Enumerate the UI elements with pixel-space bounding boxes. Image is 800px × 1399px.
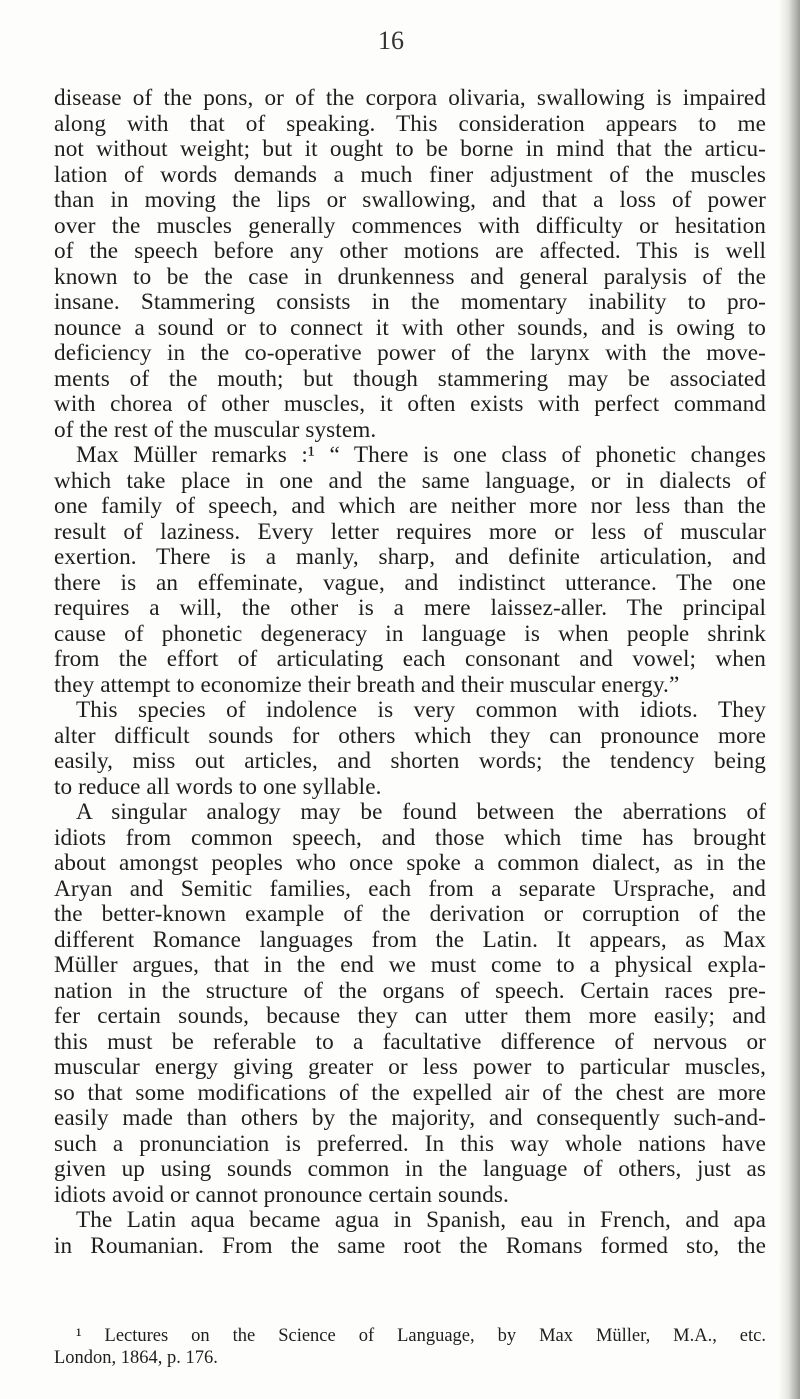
text-line: disease of the pons, or of the corpora olivaria, swallowing is impaired <box>54 85 766 111</box>
text-line: of the speech before any other motions are affected. This is well <box>54 238 766 264</box>
text-line: This species of indolence is very common with idiots. They <box>76 697 766 723</box>
text-line: than in moving the lips or swallowing, and that a loss of power <box>54 187 766 213</box>
body-text <box>54 86 766 1259</box>
text-line: muscular energy giving greater or less power to particular muscles, <box>54 1054 766 1080</box>
footnote-line: ¹ Lectures on the Science of Language, by Max Müller, M.A., etc. <box>76 1326 766 1346</box>
text-line: different Romance languages from the Latin. It appears, as Max <box>54 926 766 953</box>
text-line: nation in the structure of the organs of speech. Certain races pre- <box>54 977 766 1004</box>
text-line: result of laziness. Every letter requires more or less of muscular <box>54 518 766 545</box>
text-line: nounce a sound or to connect it with other sounds, and is owing to <box>54 314 766 341</box>
footnote-line: London, 1864, p. 176. <box>54 1348 218 1368</box>
text-line: idiots avoid or cannot pronounce certain sounds. <box>54 1181 509 1208</box>
text-line: Müller argues, that in the end we must come to a physical expla- <box>54 952 766 978</box>
text-line: cause of phonetic degeneracy in language is when people shrink <box>54 620 766 647</box>
text-line: fer certain sounds, because they can utter them more easily; and <box>54 1003 766 1029</box>
text-line: easily, miss out articles, and shorten words; the tendency being <box>54 748 766 774</box>
text-line: over the muscles generally commences with difficulty or hesitation <box>54 212 766 239</box>
text-line: known to be the case in drunkenness and general paralysis of the <box>54 263 766 290</box>
text-line: lation of words demands a much finer adjustment of the muscles <box>54 161 766 188</box>
text-line: A singular analogy may be found between the aberrations of <box>76 799 766 825</box>
text-line: alter difficult sounds for others which they can pronounce more <box>54 722 766 749</box>
text-line: which take place in one and the same language, or in dialects of <box>54 467 766 494</box>
text-line: easily made than others by the majority, and consequently such-and- <box>54 1105 766 1131</box>
text-line: requires a will, the other is a mere laissez-aller. The principal <box>54 595 766 621</box>
text-line: the better-known example of the derivation or corruption of the <box>54 901 766 927</box>
text-line: exertion. There is a manly, sharp, and definite articulation, and <box>54 544 766 570</box>
text-line: along with that of speaking. This consideration appears to me <box>54 110 766 137</box>
text-line: there is an effeminate, vague, and indistinct utterance. The one <box>54 569 766 596</box>
text-line: this must be referable to a facultative difference of nervous or <box>54 1028 766 1055</box>
text-line: with chorea of other muscles, it often exists with perfect command <box>54 391 766 417</box>
text-line: Aryan and Semitic families, each from a separate Ursprache, and <box>54 875 766 902</box>
text-line: in Roumanian. From the same root the Romans formed sto, the <box>54 1232 766 1259</box>
text-line: of the rest of the muscular system. <box>54 416 377 443</box>
page-edge-shadow <box>778 0 800 1399</box>
text-line: ments of the mouth; but though stammering may be associated <box>54 365 766 392</box>
text-line: about amongst peoples who once spoke a common dialect, as in the <box>54 850 766 876</box>
footnotes <box>54 1325 766 1369</box>
text-line: one family of speech, and which are neither more nor less than the <box>54 493 766 519</box>
text-line: idiots from common speech, and those which time has brought <box>54 824 766 851</box>
text-line: The Latin aqua became agua in Spanish, eau in French, and apa <box>76 1207 766 1233</box>
text-line: they attempt to economize their breath and their muscular energy.” <box>54 671 680 698</box>
text-line: so that some modifications of the expelled air of the chest are more <box>54 1079 766 1106</box>
text-line: deficiency in the co-operative power of the larynx with the move- <box>54 340 766 366</box>
text-line: not without weight; but it ought to be borne in mind that the articu- <box>54 136 766 162</box>
text-line: to reduce all words to one syllable. <box>54 773 382 800</box>
text-line: insane. Stammering consists in the momentary inability to pro- <box>54 289 766 315</box>
text-line: given up using sounds common in the language of others, just as <box>54 1156 766 1182</box>
text-line: from the effort of articulating each consonant and vowel; when <box>54 646 766 672</box>
text-line: such a pronunciation is preferred. In this way whole nations have <box>54 1130 766 1157</box>
text-line: Max Müller remarks :¹ “ There is one class of phonetic changes <box>76 442 766 468</box>
page-number: 16 <box>378 26 404 55</box>
